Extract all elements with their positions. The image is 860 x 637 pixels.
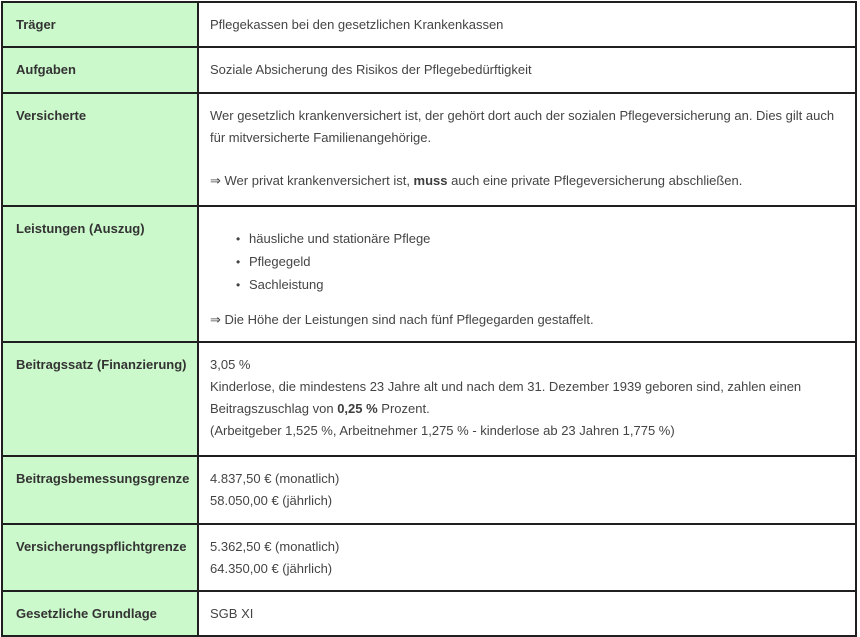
row-value-beitragsbemessungsgrenze [198, 456, 856, 524]
row-value-traeger [198, 2, 856, 47]
paragraph-line: für mitversicherte Familienangehörige. [210, 130, 432, 145]
bullet-icon: • [236, 232, 241, 246]
value-text: Pflegekassen bei den gesetzlichen Krankenkassen [210, 17, 504, 32]
row-label-versicherte: Versicherte [2, 93, 198, 206]
row-label-gesetzliche-grundlage: Gesetzliche Grundlage [2, 591, 198, 636]
row-value-aufgaben [198, 47, 856, 93]
yearly-amount: 64.350,00 € (jährlich) [210, 561, 333, 576]
value-text: SGB XI [210, 606, 254, 621]
row-label-versicherungspflichtgrenze: Versicherungspflichtgrenze [2, 524, 198, 591]
table-row-versicherungspflichtgrenze [2, 524, 856, 591]
arrow-note [210, 170, 845, 192]
bullet-text: häusliche und stationäre Pflege [249, 231, 431, 246]
bullet-item [236, 251, 845, 273]
bullet-item [236, 228, 845, 250]
row-value-beitragssatz [198, 342, 856, 456]
yearly-amount: 58.050,00 € (jährlich) [210, 493, 333, 508]
note-bold: muss [413, 173, 448, 188]
bullet-item [236, 274, 845, 296]
row-label-leistungen: Leistungen (Auszug) [2, 206, 198, 342]
table-row-beitragssatz [2, 342, 856, 456]
table-row-beitragsbemessungsgrenze [2, 456, 856, 524]
row-label-beitragsbemessungsgrenze: Beitragsbemessungsgrenze [2, 456, 198, 524]
bullet-icon: • [236, 255, 241, 269]
insurance-table [1, 1, 857, 637]
monthly-amount: 4.837,50 € (monatlich) [210, 471, 340, 486]
bullet-text: Pflegegeld [249, 254, 311, 269]
row-value-gesetzliche-grundlage [198, 591, 856, 636]
note-suffix: auch eine private Pflegeversicherung abschließen. [447, 173, 743, 188]
rate-text: 3,05 % [210, 357, 251, 372]
value-text: Soziale Absicherung des Risikos der Pflegebedürftigkeit [210, 62, 532, 77]
arrow-note: ⇒ Die Höhe der Leistungen sind nach fünf Pflegegarden gestaffelt. [210, 312, 594, 327]
table-row-gesetzliche-grundlage [2, 591, 856, 636]
row-label-traeger: Träger [2, 2, 198, 47]
row-label-aufgaben: Aufgaben [2, 47, 198, 93]
surcharge-bold: 0,25 % [337, 401, 378, 416]
surcharge-suffix: Prozent. [377, 401, 430, 416]
monthly-amount: 5.362,50 € (monatlich) [210, 539, 340, 554]
table-row-aufgaben [2, 47, 856, 93]
note-prefix: ⇒ Wer privat krankenversichert ist, [210, 173, 414, 188]
surcharge-line [210, 398, 845, 420]
breakdown-text: (Arbeitgeber 1,525 %, Arbeitnehmer 1,275 % - kinderlose ab 23 Jahren 1,775 %) [210, 423, 675, 438]
table-row-versicherte [2, 93, 856, 206]
bullet-list [210, 228, 845, 296]
paragraph-line: Wer gesetzlich krankenversichert ist, der gehört dort auch der sozialen Pflegeversicherung an. Dies gilt auch [210, 108, 835, 123]
row-value-leistungen [198, 206, 856, 342]
table-row-leistungen [2, 206, 856, 342]
surcharge-prefix: Beitragszuschlag von [210, 401, 338, 416]
surcharge-line: Kinderlose, die mindestens 23 Jahre alt und nach dem 31. Dezember 1939 geboren sind, zahlen einen [210, 379, 802, 394]
bullet-icon: • [236, 278, 241, 292]
table-row-traeger [2, 2, 856, 47]
row-value-versicherungspflichtgrenze [198, 524, 856, 591]
bullet-text: Sachleistung [249, 277, 324, 292]
row-label-beitragssatz: Beitragssatz (Finanzierung) [2, 342, 198, 456]
row-value-versicherte [198, 93, 856, 206]
